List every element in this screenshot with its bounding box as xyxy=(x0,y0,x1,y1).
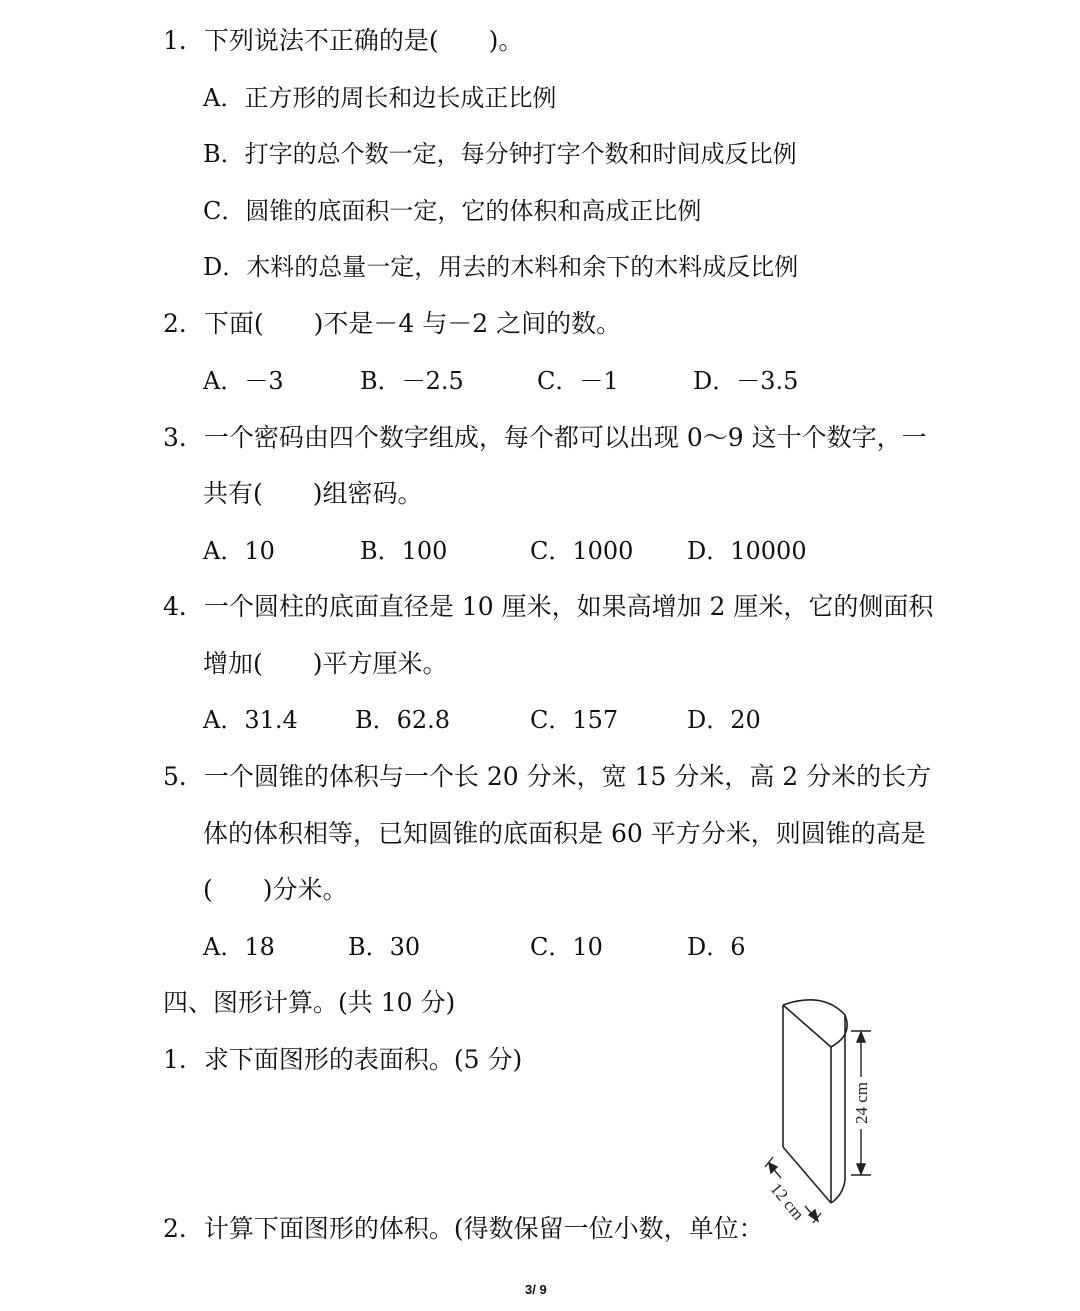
q4-stem-line1: 4．一个圆柱的底面直径是 10 厘米，如果高增加 2 厘米，它的侧面积 xyxy=(163,592,934,621)
q3-option-c: C．1000 xyxy=(530,537,634,565)
q5-stem-line1: 5．一个圆锥的体积与一个长 20 分米，宽 15 分米，高 2 分米的长方 xyxy=(163,762,932,791)
q2-stem: 2．下面( )不是－4 与－2 之间的数。 xyxy=(163,309,622,338)
height-label: 24 cm xyxy=(852,1081,871,1125)
q3-option-b: B．100 xyxy=(360,537,448,565)
q5-option-d: D．6 xyxy=(687,933,746,961)
q4-stem-line2: 增加( )平方厘米。 xyxy=(203,649,448,678)
section4-title: 四、图形计算。(共 10 分) xyxy=(163,988,456,1017)
q2-option-c: C．－1 xyxy=(537,367,619,395)
top-face-arc xyxy=(783,1000,847,1047)
diameter-label: 12 cm xyxy=(766,1179,808,1224)
top-face-diameter xyxy=(783,1005,831,1047)
q1-option-d: D．木料的总量一定，用去的木料和余下的木料成反比例 xyxy=(203,253,799,281)
section4-q2: 2．计算下面图形的体积。(得数保留一位小数，单位： xyxy=(163,1214,764,1243)
q4-option-c: C．157 xyxy=(530,706,619,734)
q5-stem-line3: ( )分米。 xyxy=(203,875,348,904)
page-number: 3/ 9 xyxy=(525,1282,547,1297)
half-cylinder-figure xyxy=(745,995,885,1235)
q1-option-a: A．正方形的周长和边长成正比例 xyxy=(203,84,557,112)
section4-q1: 1．求下面图形的表面积。(5 分) xyxy=(163,1045,523,1074)
q2-option-a: A．－3 xyxy=(203,367,284,395)
q1-stem: 1．下列说法不正确的是( )。 xyxy=(163,26,524,55)
q2-option-d: D．－3.5 xyxy=(693,367,799,395)
q3-option-d: D．10000 xyxy=(687,537,807,565)
q5-stem-line2: 体的体积相等，已知圆锥的底面积是 60 平方分米，则圆锥的高是 xyxy=(203,819,926,848)
q4-option-d: D．20 xyxy=(687,706,761,734)
q3-stem-line2: 共有( )组密码。 xyxy=(203,479,423,508)
q2-option-b: B．－2.5 xyxy=(360,367,464,395)
q5-option-b: B．30 xyxy=(348,933,421,961)
q3-option-a: A．10 xyxy=(203,537,275,565)
q5-option-c: C．10 xyxy=(530,933,603,961)
q3-stem-line1: 3．一个密码由四个数字组成，每个都可以出现 0～9 这十个数字，一 xyxy=(163,423,927,452)
q5-option-a: A．18 xyxy=(203,933,275,961)
q1-option-b: B．打字的总个数一定，每分钟打字个数和时间成反比例 xyxy=(203,140,797,168)
q1-option-c: C．圆锥的底面积一定，它的体积和高成正比例 xyxy=(203,197,702,225)
q4-option-b: B．62.8 xyxy=(355,706,451,734)
q4-option-a: A．31.4 xyxy=(203,706,298,734)
